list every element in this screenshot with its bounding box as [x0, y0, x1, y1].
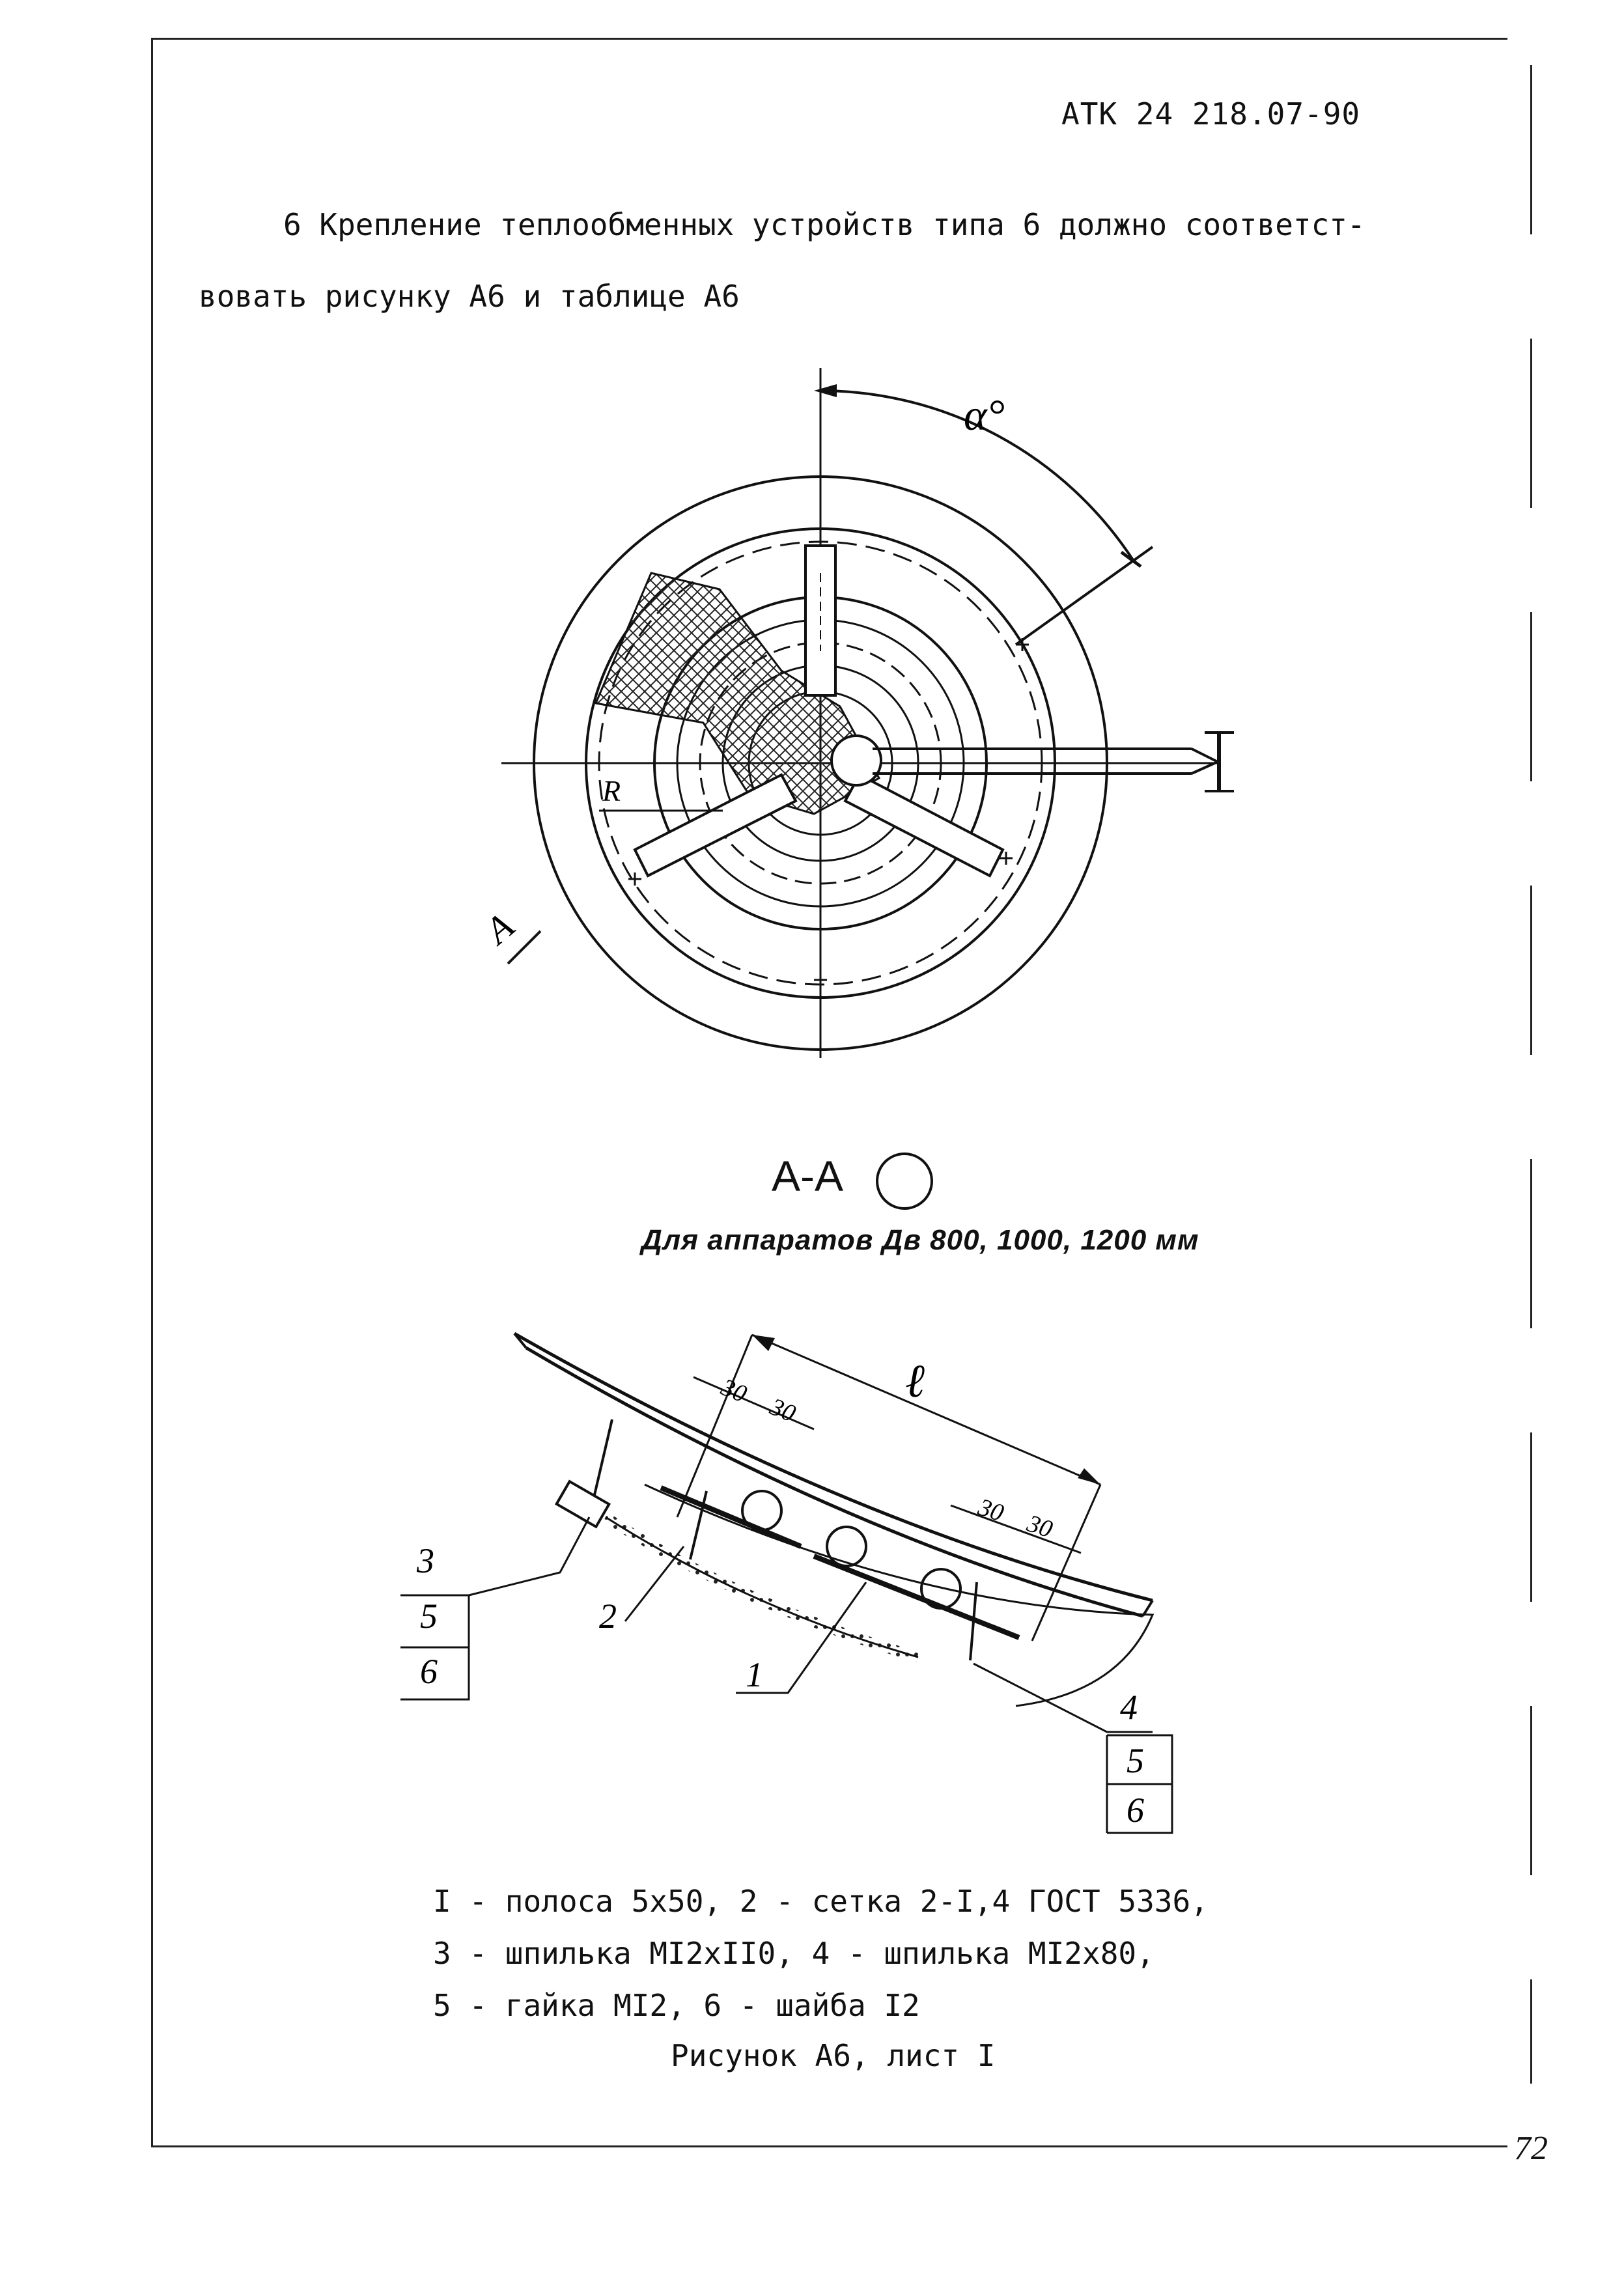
angle-label: α° — [964, 390, 1005, 440]
paragraph-line-2: вовать рисунку А6 и таблице А6 — [199, 279, 740, 314]
opening-circle-3 — [921, 1569, 960, 1608]
shell-inner — [526, 1348, 1143, 1616]
callout-6-right: 6 — [1127, 1791, 1144, 1830]
section-caption: Для аппаратов Дв 800, 1000, 1200 мм — [641, 1224, 1199, 1256]
legend — [433, 1875, 1209, 2032]
dim-30-d: 30 — [1024, 1509, 1056, 1544]
leader-2 — [625, 1546, 684, 1621]
dim-line-l — [752, 1335, 1100, 1485]
plan-view — [501, 368, 1234, 1058]
opening-circle-1 — [742, 1491, 781, 1530]
dim-30-c: 30 — [975, 1493, 1007, 1528]
callout-3: 3 — [417, 1541, 434, 1580]
nut-5 — [557, 1481, 609, 1527]
radius-label: R — [602, 774, 621, 807]
callout-5-right: 5 — [1127, 1741, 1144, 1780]
callout-2: 2 — [599, 1597, 617, 1636]
section-label: А-А — [772, 1152, 844, 1200]
callout-1: 1 — [746, 1655, 763, 1694]
page-number: 72 — [1514, 2130, 1548, 2167]
leader-3 — [469, 1517, 589, 1595]
callout-6-left: 6 — [420, 1652, 438, 1691]
document-code: АТК 24 218.07-90 — [1061, 96, 1361, 132]
section-mark-label: А — [477, 904, 522, 952]
inlet-pipe-end — [1192, 749, 1218, 774]
dim-30-b: 30 — [766, 1393, 800, 1428]
callout-4: 4 — [1120, 1688, 1138, 1727]
opening-circle-2 — [827, 1527, 866, 1566]
section-circle-symbol — [876, 1152, 933, 1210]
dim-30-a: 30 — [717, 1373, 751, 1408]
paragraph-line-1: 6 Крепление теплообменных устройств типа 6 должно соответст- — [283, 207, 1365, 242]
callout-5-left: 5 — [420, 1597, 438, 1636]
dim-l-label: ℓ — [905, 1355, 925, 1407]
radial-strip-right — [845, 775, 1003, 876]
legend-line-2: 3 - шпилька MI2хII0, 4 - шпилька MI2х80, — [433, 1936, 1155, 1971]
inlet-pipe — [873, 749, 1192, 774]
center-hub — [832, 736, 881, 785]
figure-caption: Рисунок А6, лист I — [671, 2038, 996, 2073]
legend-line-3: 5 - гайка MI2, 6 - шайба I2 — [433, 1988, 920, 2023]
legend-line-1: I - полоса 5х50, 2 - сетка 2-I,4 ГОСТ 5336, — [433, 1884, 1209, 1919]
